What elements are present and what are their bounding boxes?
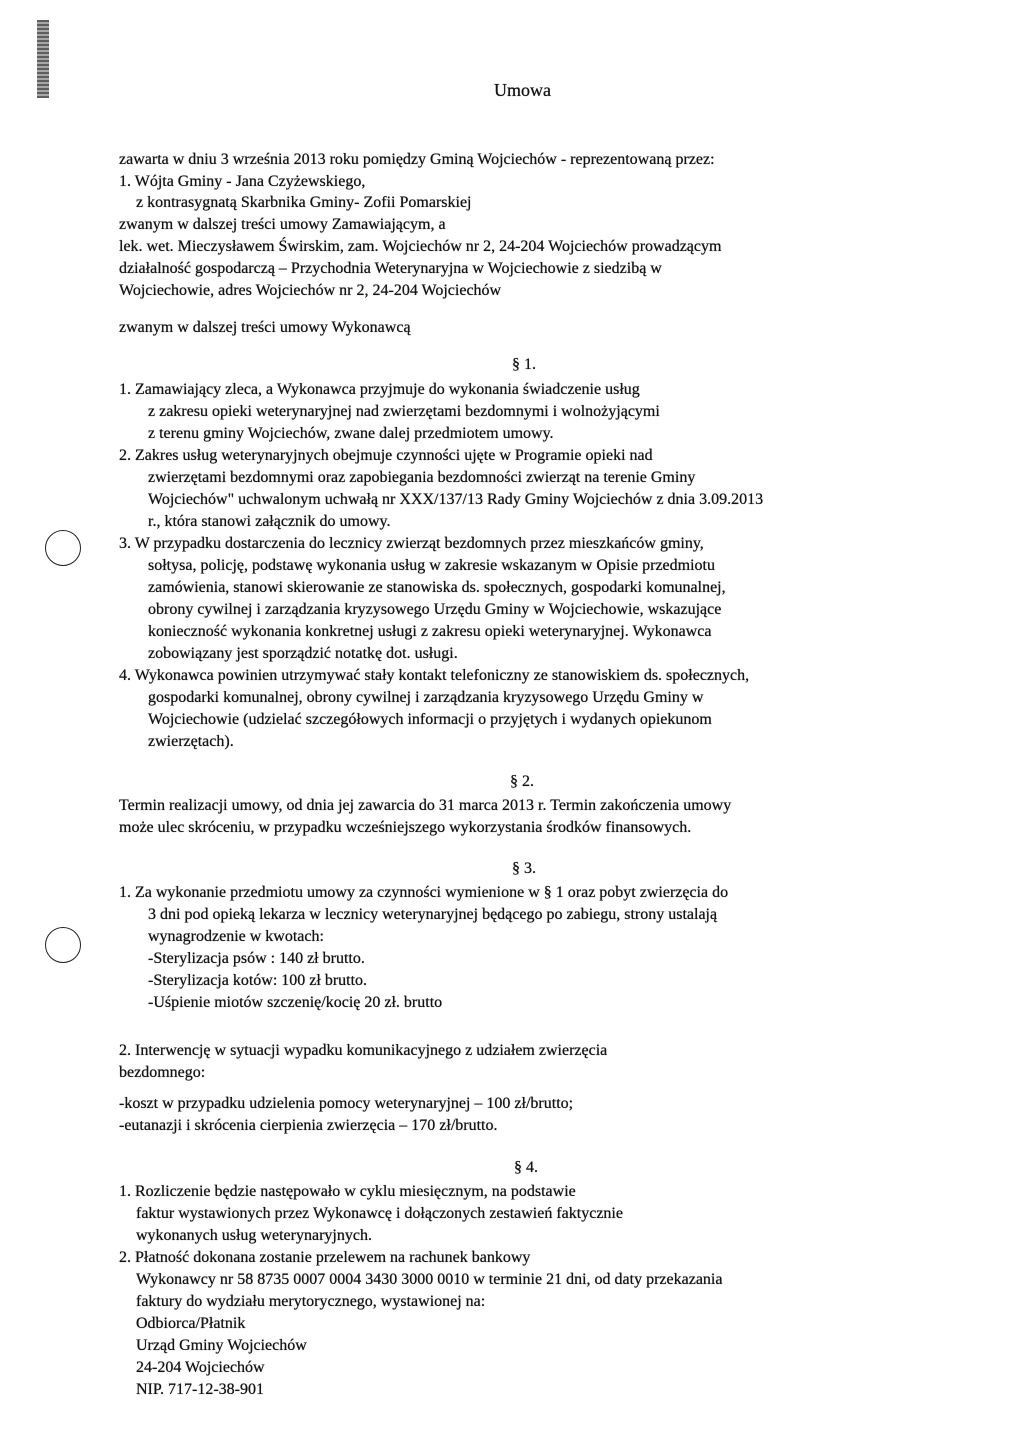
intro-opening: zawarta w dniu 3 września 2013 roku pomiędzy Gminą Wojciechów - reprezentowaną przez: [119, 151, 715, 168]
s4-line: 1. Rozliczenie będzie następowało w cyklu miesięcznym, na podstawie [119, 1183, 576, 1200]
s4-line: Urząd Gminy Wojciechów [136, 1337, 307, 1354]
binder-hole-icon [45, 530, 81, 566]
scan-edge-mark [37, 20, 49, 98]
s1-line: 1. Zamawiający zleca, a Wykonawca przyjmuje do wykonania świadczenie usług [119, 381, 640, 398]
s4-line: Odbiorca/Płatnik [136, 1315, 246, 1332]
intro-contractor-1: lek. wet. Mieczysławem Świrskim, zam. Wojciechów nr 2, 24-204 Wojciechów prowadzącym [119, 238, 722, 255]
s1-line: 2. Zakres usług weterynaryjnych obejmuje czynności ujęte w Programie opieki nad [119, 447, 653, 464]
s3-line: -Sterylizacja psów : 140 zł brutto. [148, 950, 365, 967]
s1-line: konieczność wykonania konkretnej usługi z zakresu opieki weterynaryjnej. Wykonawca [148, 623, 712, 640]
s1-line: 4. Wykonawca powinien utrzymywać stały kontakt telefoniczny ze stanowiskiem ds. społecznych, [119, 667, 750, 684]
s3-line: -koszt w przypadku udzielenia pomocy weterynaryjnej – 100 zł/brutto; [119, 1095, 574, 1112]
s4-line: NIP. 717-12-38-901 [136, 1381, 264, 1398]
intro-countersign: z kontrasygnatą Skarbnika Gminy- Zofii Pomarskiej [136, 194, 472, 211]
s3-line: -eutanazji i skrócenia cierpienia zwierzęcia – 170 zł/brutto. [119, 1117, 498, 1134]
s1-line: r., która stanowi załącznik do umowy. [148, 513, 391, 530]
s1-line: zwierzętach). [148, 733, 234, 750]
s2-line: Termin realizacji umowy, od dnia jej zawarcia do 31 marca 2013 r. Termin zakończenia umowy [119, 797, 732, 814]
section-1-heading: § 1. [512, 356, 536, 373]
intro-party-1: 1. Wójta Gminy - Jana Czyżewskiego, [119, 173, 366, 190]
s1-line: zobowiązany jest sporządzić notatkę dot. usługi. [148, 645, 458, 662]
s4-line: Wykonawcy nr 58 8735 0007 0004 3430 3000 0010 w terminie 21 dni, od daty przekazania [136, 1271, 723, 1288]
s1-line: sołtysa, policję, podstawę wykonania usług w zakresie wskazanym w Opisie przedmiotu [148, 557, 715, 574]
s1-line: 3. W przypadku dostarczenia do lecznicy zwierząt bezdomnych przez mieszkańców gminy, [119, 535, 704, 552]
section-3-heading: § 3. [512, 860, 536, 877]
s1-line: Wojciechów" uchwalonym uchwałą nr XXX/137/13 Rady Gminy Wojciechów z dnia 3.09.2013 [148, 491, 764, 508]
s1-line: zamówienia, stanowi skierowanie ze stanowiska ds. społecznych, gospodarki komunalnej, [148, 579, 726, 596]
s1-line: obrony cywilnej i zarządzania kryzysowego Urzędu Gminy w Wojciechowie, wskazujące [148, 601, 722, 618]
s2-line: może ulec skróceniu, w przypadku wcześniejszego wykorzystania środków finansowych. [119, 819, 692, 836]
binder-hole-icon [45, 927, 81, 963]
s1-line: gospodarki komunalnej, obrony cywilnej i zarządzania kryzysowego Urzędu Gminy w [148, 689, 704, 706]
section-2-heading: § 2. [510, 773, 534, 790]
s1-line: z zakresu opieki weterynaryjnej nad zwierzętami bezdomnymi i wolnożyjącymi [148, 403, 660, 420]
s3-line: -Uśpienie miotów szczenię/kocię 20 zł. brutto [148, 994, 443, 1011]
s1-line: zwierzętami bezdomnymi oraz zapobiegania bezdomności zwierząt na terenie Gminy [148, 469, 696, 486]
s4-line: faktur wystawionych przez Wykonawcę i dołączonych zestawień faktycznie [136, 1205, 623, 1222]
s1-line: z terenu gminy Wojciechów, zwane dalej przedmiotem umowy. [148, 425, 554, 442]
s4-line: 2. Płatność dokonana zostanie przelewem na rachunek bankowy [119, 1249, 531, 1266]
section-4-heading: § 4. [514, 1159, 538, 1176]
s4-line: faktury do wydziału merytorycznego, wystawionej na: [136, 1293, 486, 1310]
intro-called-contractor: zwanym w dalszej treści umowy Wykonawcą [119, 319, 411, 336]
s3-line: -Sterylizacja kotów: 100 zł brutto. [148, 972, 368, 989]
s3-line: wynagrodzenie w kwotach: [148, 928, 324, 945]
intro-contractor-2: działalność gospodarczą – Przychodnia Weterynaryjna w Wojciechowie z siedzibą w [119, 260, 662, 277]
intro-called-ordering: zwanym w dalszej treści umowy Zamawiającym, a [119, 216, 446, 233]
s3-line: 3 dni pod opieką lekarza w lecznicy weterynaryjnej będącego po zabiegu, strony ustalają [148, 906, 718, 923]
s3-line: 2. Interwencję w sytuacji wypadku komunikacyjnego z udziałem zwierzęcia [119, 1042, 608, 1059]
s3-line: 1. Za wykonanie przedmiotu umowy za czynności wymienione w § 1 oraz pobyt zwierzęcia do [119, 884, 729, 901]
s4-line: wykonanych usług weterynaryjnych. [136, 1227, 372, 1244]
s3-line: bezdomnego: [119, 1064, 206, 1081]
intro-contractor-3: Wojciechowie, adres Wojciechów nr 2, 24-204 Wojciechów [119, 282, 502, 299]
s1-line: Wojciechowie (udzielać szczegółowych informacji o przyjętych i wydanych opiekunom [148, 711, 712, 728]
document-title: Umowa [494, 80, 551, 100]
s4-line: 24-204 Wojciechów [136, 1359, 265, 1376]
